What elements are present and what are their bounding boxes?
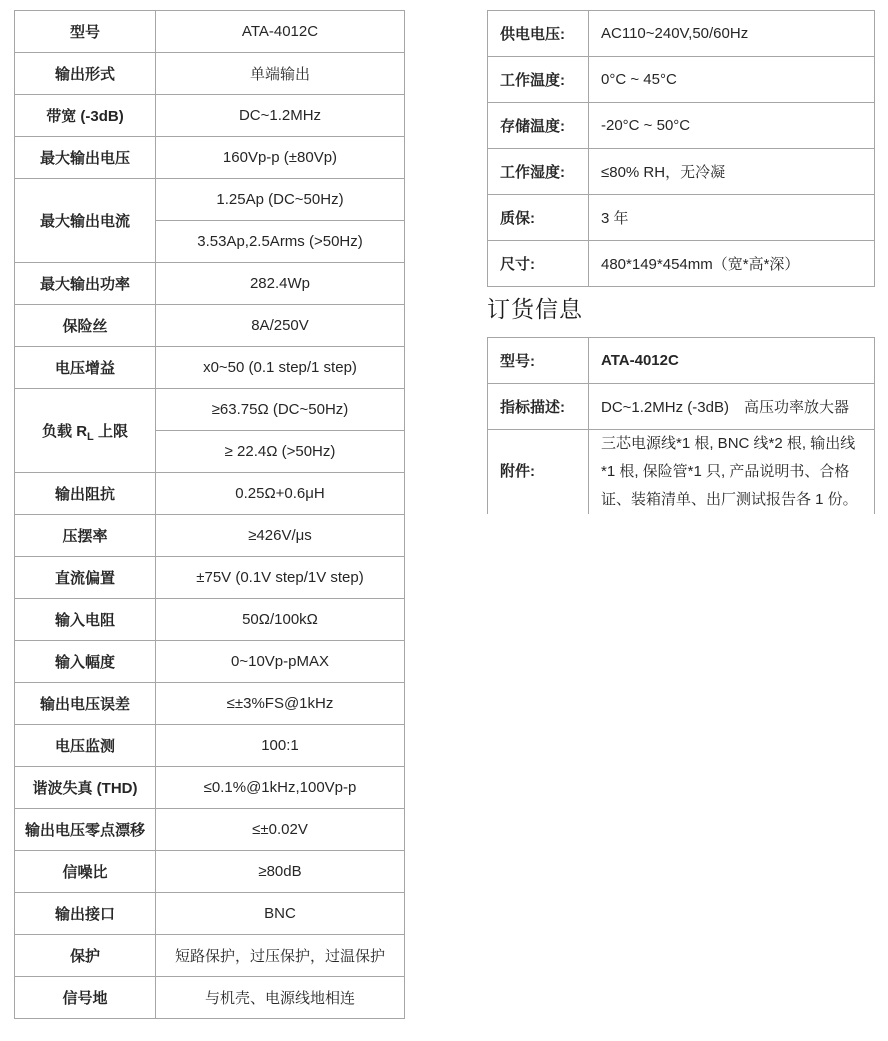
spec-row bbox=[488, 195, 875, 241]
spec-value: ≥80dB bbox=[156, 851, 405, 893]
spec-row bbox=[15, 179, 405, 221]
order-info-title: 订货信息 bbox=[487, 296, 583, 322]
spec-label: 输出形式 bbox=[15, 53, 156, 95]
order-info-table-body bbox=[488, 338, 875, 515]
spec-value: -20°C ~ 50°C bbox=[589, 103, 875, 149]
spec-label: 电压增益 bbox=[15, 347, 156, 389]
spec-label: 最大输出功率 bbox=[15, 263, 156, 305]
spec-value: 短路保护，过压保护，过温保护 bbox=[156, 935, 405, 977]
order-info-table bbox=[487, 337, 875, 514]
spec-value: 0°C ~ 45°C bbox=[589, 57, 875, 103]
spec-value: 480*149*454mm（宽*高*深） bbox=[589, 241, 875, 287]
spec-label: 输出电压误差 bbox=[15, 683, 156, 725]
spec-value: ≤±3%FS@1kHz bbox=[156, 683, 405, 725]
main-spec-table-body bbox=[15, 11, 405, 1019]
spec-label: 型号 bbox=[15, 11, 156, 53]
spec-label: 工作湿度: bbox=[488, 149, 589, 195]
spec-row bbox=[488, 57, 875, 103]
spec-row bbox=[15, 53, 405, 95]
spec-label: 供电电压: bbox=[488, 11, 589, 57]
spec-row bbox=[15, 473, 405, 515]
spec-row bbox=[15, 893, 405, 935]
spec-label: 谐波失真 (THD) bbox=[15, 767, 156, 809]
spec-label: 输入幅度 bbox=[15, 641, 156, 683]
spec-row bbox=[488, 103, 875, 149]
spec-label: 质保: bbox=[488, 195, 589, 241]
spec-value: 三芯电源线*1 根, BNC 线*2 根, 输出线*1 根, 保险管*1 只, 产品说明书、合格证、装箱清单、出厂测试报告各 1 份。 bbox=[589, 430, 875, 515]
spec-row bbox=[488, 149, 875, 195]
spec-value: 0~10Vp-pMAX bbox=[156, 641, 405, 683]
spec-value: DC~1.2MHz bbox=[156, 95, 405, 137]
spec-row bbox=[15, 977, 405, 1019]
spec-label-part: 上限 bbox=[93, 423, 128, 440]
spec-value: 3.53Ap,2.5Arms (>50Hz) bbox=[156, 221, 405, 263]
spec-value: 160Vp-p (±80Vp) bbox=[156, 137, 405, 179]
spec-label-part: L bbox=[87, 431, 94, 443]
spec-row bbox=[488, 241, 875, 287]
spec-row bbox=[488, 430, 875, 515]
spec-value: 单端输出 bbox=[156, 53, 405, 95]
spec-row bbox=[15, 389, 405, 431]
spec-label: 输入电阻 bbox=[15, 599, 156, 641]
spec-row bbox=[15, 515, 405, 557]
spec-row bbox=[15, 137, 405, 179]
spec-label: 直流偏置 bbox=[15, 557, 156, 599]
spec-value: DC~1.2MHz (-3dB) 高压功率放大器 bbox=[589, 384, 875, 430]
spec-row bbox=[15, 641, 405, 683]
spec-value: ≥ 22.4Ω (>50Hz) bbox=[156, 431, 405, 473]
general-spec-table bbox=[487, 10, 875, 287]
general-spec-table-body bbox=[488, 11, 875, 287]
spec-value: ±75V (0.1V step/1V step) bbox=[156, 557, 405, 599]
spec-label: 电压监测 bbox=[15, 725, 156, 767]
spec-row bbox=[15, 95, 405, 137]
main-spec-table bbox=[14, 10, 405, 1019]
spec-label: 信噪比 bbox=[15, 851, 156, 893]
spec-label: 带宽 (-3dB) bbox=[15, 95, 156, 137]
spec-label: 型号: bbox=[488, 338, 589, 384]
spec-label: 附件: bbox=[488, 430, 589, 515]
spec-label: 输出电压零点漂移 bbox=[15, 809, 156, 851]
spec-value: 0.25Ω+0.6μH bbox=[156, 473, 405, 515]
spec-label: 保险丝 bbox=[15, 305, 156, 347]
spec-row bbox=[15, 305, 405, 347]
spec-value: 3 年 bbox=[589, 195, 875, 241]
spec-value: ATA-4012C bbox=[156, 11, 405, 53]
spec-value: x0~50 (0.1 step/1 step) bbox=[156, 347, 405, 389]
spec-value: 1.25Ap (DC~50Hz) bbox=[156, 179, 405, 221]
spec-row bbox=[15, 683, 405, 725]
spec-label: 存储温度: bbox=[488, 103, 589, 149]
spec-value: ATA-4012C bbox=[589, 338, 875, 384]
spec-value: 与机壳、电源线地相连 bbox=[156, 977, 405, 1019]
spec-value: ≤0.1%@1kHz,100Vp-p bbox=[156, 767, 405, 809]
spec-value: BNC bbox=[156, 893, 405, 935]
spec-row bbox=[15, 263, 405, 305]
spec-value: 8A/250V bbox=[156, 305, 405, 347]
spec-value: 282.4Wp bbox=[156, 263, 405, 305]
spec-row bbox=[15, 557, 405, 599]
spec-value: ≤±0.02V bbox=[156, 809, 405, 851]
spec-row bbox=[15, 725, 405, 767]
spec-label: 输出接口 bbox=[15, 893, 156, 935]
spec-label-part: 负载 R bbox=[42, 423, 88, 440]
spec-row bbox=[15, 935, 405, 977]
spec-row bbox=[488, 384, 875, 430]
spec-row bbox=[15, 851, 405, 893]
spec-label: 尺寸: bbox=[488, 241, 589, 287]
spec-label bbox=[15, 389, 156, 473]
spec-row bbox=[15, 11, 405, 53]
spec-label: 指标描述: bbox=[488, 384, 589, 430]
spec-value: 100:1 bbox=[156, 725, 405, 767]
spec-value: ≥63.75Ω (DC~50Hz) bbox=[156, 389, 405, 431]
spec-value: ≥426V/μs bbox=[156, 515, 405, 557]
spec-value: AC110~240V,50/60Hz bbox=[589, 11, 875, 57]
spec-row bbox=[15, 347, 405, 389]
spec-label: 保护 bbox=[15, 935, 156, 977]
spec-label: 工作温度: bbox=[488, 57, 589, 103]
spec-value: ≤80% RH，无冷凝 bbox=[589, 149, 875, 195]
spec-label: 输出阻抗 bbox=[15, 473, 156, 515]
spec-value: 50Ω/100kΩ bbox=[156, 599, 405, 641]
spec-row bbox=[15, 767, 405, 809]
spec-row bbox=[15, 599, 405, 641]
spec-row bbox=[488, 11, 875, 57]
spec-row bbox=[488, 338, 875, 384]
spec-label: 压摆率 bbox=[15, 515, 156, 557]
spec-label: 最大输出电压 bbox=[15, 137, 156, 179]
spec-row bbox=[15, 809, 405, 851]
spec-label: 最大输出电流 bbox=[15, 179, 156, 263]
spec-label: 信号地 bbox=[15, 977, 156, 1019]
